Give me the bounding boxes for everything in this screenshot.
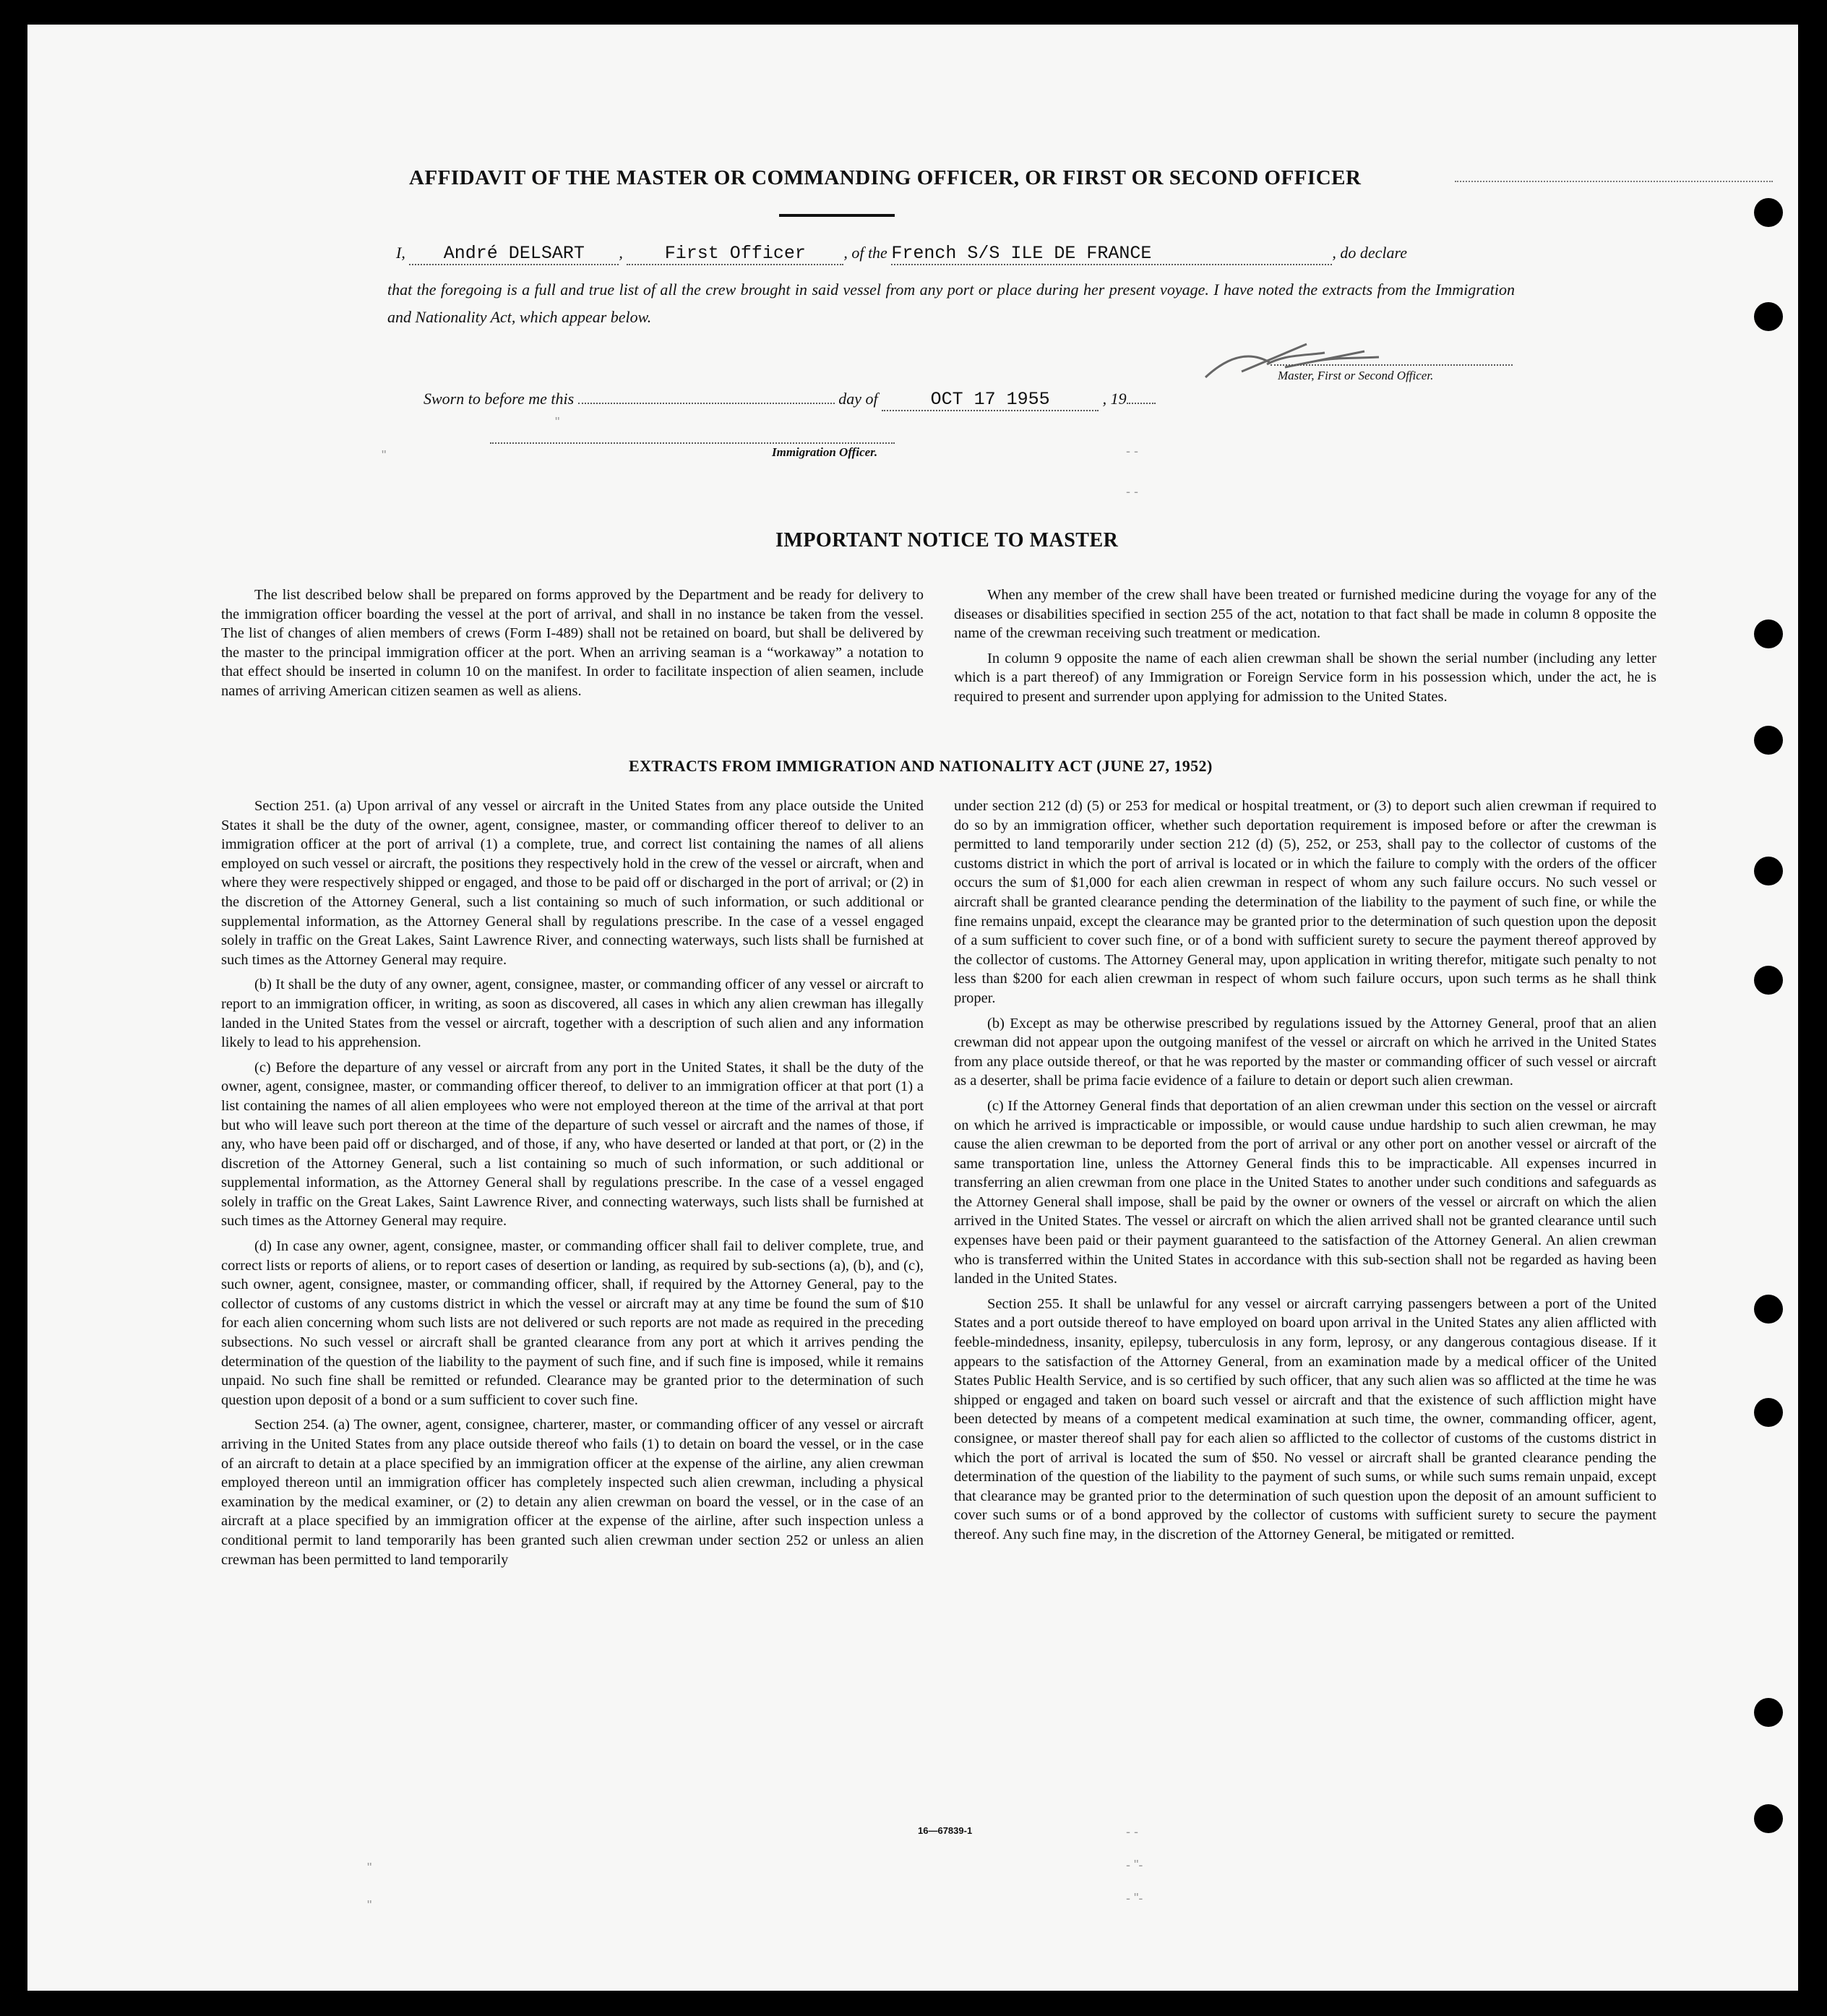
bleed-through-mark: " <box>555 415 560 429</box>
document-page <box>27 25 1798 1991</box>
punch-hole <box>1754 1295 1783 1324</box>
punch-hole <box>1754 1698 1783 1727</box>
punch-hole <box>1754 1398 1783 1427</box>
section-paragraph: (b) It shall be the duty of any owner, agent, consignee, master, or commanding officer of any vessel or aircraft to report to an immigration officer, in writing, as soon as discovered, all cases in which any alien crewman has illegally landed in the United States from the vessel or aircraft, together with a description of such alien and any information likely to lead to his apprehension. <box>221 977 924 1051</box>
title-underline <box>779 214 895 217</box>
bleed-through-mark: - "- <box>1126 1891 1143 1905</box>
extracts-heading: EXTRACTS FROM IMMIGRATION AND NATIONALITY ACT (JUNE 27, 1952) <box>629 757 1213 775</box>
immigration-officer-caption: Immigration Officer. <box>772 445 878 459</box>
extracts-left-column <box>221 797 924 1575</box>
notice-right-column <box>954 586 1656 713</box>
punch-hole <box>1754 1804 1783 1833</box>
bleed-through-mark: " <box>367 1861 372 1875</box>
bleed-through-mark: - - <box>1126 444 1138 458</box>
signature-caption: Master, First or Second Officer. <box>1278 369 1434 382</box>
punch-hole <box>1754 302 1783 331</box>
section-paragraph: Section 251. (a) Upon arrival of any vessel or aircraft in the United States from any place outside the United States it shall be the duty of the owner, agent, consignee, master, or commanding officer thereof to deliver to an immigration officer at the port of arrival (1) a complete, true, and correct list containing the names of all aliens employed on such vessel or aircraft, the positions they respectively hold in the crew of the vessel or aircraft, when and where they were respectively shipped or engaged, and those to be paid off or discharged in the port of arrival; or (2) in the discretion of the Attorney General, such a list containing so much of such information, or such additional or supplemental information, as the Attorney General shall by regulations prescribe. In the case of a vessel engaged solely in traffic on the Great Lakes, Saint Lawrence River, and connecting waterways, such lists shall be furnished at such times as the Attorney General may require. <box>221 798 924 968</box>
day-of-label: day of <box>838 390 878 408</box>
signature-line <box>1271 364 1513 366</box>
sworn-prefix: Sworn to before me this <box>424 390 575 408</box>
notice-paragraph: In column 9 opposite the name of each alien crewman shall be shown the serial number (including any letter which is a part thereof) of any Immigration or Foreign Service form in his possession which, under the act, he is required to present and surrender upon applying for admission to the United States. <box>954 650 1656 705</box>
bleed-through-mark: - - <box>1126 484 1138 499</box>
declarant-position: First Officer <box>627 243 843 265</box>
declaration-prefix: I, <box>396 244 405 262</box>
do-declare-label: do declare <box>1340 244 1407 262</box>
extracts-right-column <box>954 797 1656 1550</box>
bleed-through-mark: - - <box>1126 1824 1138 1839</box>
bleed-through-mark: - "- <box>1126 1858 1143 1872</box>
year-prefix: , 19 <box>1102 390 1127 408</box>
punch-hole <box>1754 966 1783 995</box>
section-paragraph: (c) If the Attorney General finds that deportation of an alien crewman under this section on the vessel or aircraft on which he arrived is impracticable or impossible, or would cause undue hardship to such alien crewman, he may cause the alien crewman to be deported from the port of arrival or any other port on another vessel or aircraft of the same transportation line, unless the Attorney General finds this to be impracticable. All expenses incurred in transferring an alien crewman from one place in the United States to another under such conditions and safeguards as the Attorney General shall impose, shall be paid by the owner or owners of the vessel or aircraft on which the alien arrived in the United States. The vessel or aircraft on which the alien arrived shall not be granted clearance until such expenses have been paid or their payment guaranteed to the satisfaction of the Attorney General. An alien crewman who is transferred within the United States in accordance with this sub-section shall not be regarded as having been landed in the United States. <box>954 1097 1656 1287</box>
notice-paragraph: When any member of the crew shall have been treated or furnished medicine during the voyage for any of the diseases or disabilities specified in section 255 of the act, notation to that fact shall be made in column 8 opposite the name of the crewman receiving such treatment or medication. <box>954 587 1656 642</box>
punch-hole <box>1754 857 1783 885</box>
form-title: AFFIDAVIT OF THE MASTER OR COMMANDING OFFICER, OR FIRST OR SECOND OFFICER <box>409 166 1362 189</box>
punch-hole <box>1754 198 1783 227</box>
section-paragraph: under section 212 (d) (5) or 253 for medical or hospital treatment, or (3) to deport such alien crewman if required to do so by an immigration officer, whether such deportation requirement is imposed before or after the crewman is permitted to land temporarily under section 212 (d) (5), 252, or 253, shall pay to the collector of customs of the customs district in which the port of arrival is located or in which the failure to comply with the orders of the officer occurs the sum of $1,000 for each alien crewman in respect of whom any such failure occurs. No such vessel or aircraft shall be granted clearance pending the determination of the liability to the payment of such fine, or while the fine remains unpaid, except the clearance may be granted prior to the determination of such question upon the deposit of a sum sufficient to cover such fine, or of a bond with sufficient surety to secure the payment thereof approved by the collector of customs. The Attorney General may, upon application in writing therefor, mitigate such penalty to not less than $200 for each alien crewman in respect of whom such failure occurs, upon such terms as he shall think proper. <box>954 798 1656 1006</box>
punch-hole <box>1754 619 1783 648</box>
notice-left-column <box>221 586 924 707</box>
sworn-line <box>424 389 1156 411</box>
section-paragraph: (d) In case any owner, agent, consignee, master, or commanding officer shall fail to deliver complete, true, and correct lists or reports of aliens, or to report cases of desertion or landing, as required by sub-sections (a), (b), and (c), such owner, agent, consignee, master, or commanding officer, shall, if required by the Attorney General, pay to the collector of customs of any customs district in which the vessel or aircraft may at any time be found the sum of $10 for each alien concerning whom such lists are not delivered or such reports are not made as required in the preceding subsections. No such vessel or aircraft shall be granted clearance from any port at which it arrives pending the determination of the question of the liability to the payment of such fine, and if such fine is imposed, while it remains unpaid. No such fine shall be remitted or refunded. Clearance may be granted prior to the determination of such question upon deposit of a bond or a sum sufficient to cover such fine. <box>221 1238 924 1408</box>
sworn-date-stamp: OCT 17 1955 <box>882 389 1099 411</box>
notice-paragraph: The list described below shall be prepared on forms approved by the Department and be ready for delivery to the immigration officer boarding the vessel at the port of arrival, and shall in no instance be taken from the vessel. The list of changes of alien members of crews (Form I-489) shall not be retained on board, but shall be delivered by the master to the principal immigration officer at the port. When an arriving seaman is a “workaway” a notation to that effect should be inserted in column 10 on the manifest. In order to facilitate inspection of alien seamen, include names of arriving American citizen seamen as well as aliens. <box>221 587 924 699</box>
vessel-name: French S/S ILE DE FRANCE <box>891 243 1332 265</box>
declaration-line: I, André DELSART , First Officer , of the French S/S ILE DE FRANCE , do declare <box>396 243 1407 264</box>
immigration-officer-line <box>490 442 895 444</box>
declarant-name: André DELSART <box>409 243 619 265</box>
punch-hole <box>1754 726 1783 755</box>
declaration-body: that the foregoing is a full and true list of all the crew brought in said vessel from any port or place during her present voyage. I have noted the extracts from the Immigration and Nationality Act, which appear below. <box>387 280 1515 326</box>
section-paragraph: (b) Except as may be otherwise prescribed by regulations issued by the Attorney General, proof that an alien crewman did not appear upon the outgoing manifest of the vessel or aircraft on which he arrived in the United States from any place outside thereof, or that he was reported by the master or commanding officer of such vessel or aircraft as a deserter, shall be prima facie evidence of a failure to detain or deport such alien crewman. <box>954 1015 1656 1089</box>
form-number: 16—67839-1 <box>918 1825 973 1836</box>
bleed-through-mark: " <box>382 448 387 463</box>
section-paragraph: Section 255. It shall be unlawful for any vessel or aircraft carrying passengers between a port of the United States and a port outside thereof to have employed on board upon arrival in the United States any alien afflicted with feeble-mindedness, insanity, epilepsy, tuberculosis in any form, leprosy, or any dangerous contagious disease. If it appears to the satisfaction of the Attorney General, from an examination made by a medical officer of the United States Public Health Service, and is so certified by such officer, that any such alien was so afflicted at the time he was shipped or engaged and taken on board such vessel or aircraft and that the existence of such affliction might have been detected by means of a competent medical examination at such time, the owner, commanding officer, agent, consignee, or master thereof shall pay for each alien so afflicted to the collector of customs of the customs district in which the port of arrival is located the sum of $50. No vessel or aircraft shall be granted clearance pending the determination of the question of the liability to the payment of such sums, or while such sums remain unpaid, except that clearance may be granted prior to the determination of such question upon the deposit of an amount sufficient to cover such sums or of a bond approved by the collector of customs with sufficient surety to secure the payment thereof. Any such fine may, in the discretion of the Attorney General, be mitigated or remitted. <box>954 1295 1656 1543</box>
of-the-label: of the <box>851 244 887 262</box>
title-trailing-dots <box>1455 181 1773 182</box>
bleed-through-mark: " <box>367 1898 372 1913</box>
section-paragraph: (c) Before the departure of any vessel or aircraft from any port in the United States, it shall be the duty of the owner, agent, consignee, master, or commanding officer thereof, to deliver to an immigration officer at that port (1) a list containing the names of all alien employees who were not employed thereon at the time of the arrival at that port but who will leave such port thereon at the time of the departure of such vessel or aircraft and the names of those, if any, who have been paid off or discharged, and of those, if any, who have deserted or landed at that port, or (2) in the discretion of the Attorney General, such a list containing so much of such information, or such additional or supplemental information, as the Attorney General shall by regulations prescribe. In the case of a vessel engaged solely in traffic on the Great Lakes, Saint Lawrence River, and connecting waterways, such lists shall be furnished at such times as the Attorney General may require. <box>221 1059 924 1230</box>
notice-heading: IMPORTANT NOTICE TO MASTER <box>775 529 1119 552</box>
section-paragraph: Section 254. (a) The owner, agent, consignee, charterer, master, or commanding officer of any vessel or aircraft arriving in the United States from any place outside thereof who fails (1) to detain on board the vessel, or in the case of an aircraft to detain at a place specified by an immigration officer at the expense of the airline, any alien crewman employed thereon until an immigration officer has completely inspected such alien crewman, including a physical examination by the medical examiner, or (2) to detain any alien crewman on board the vessel, or in the case of an aircraft at a place specified by an immigration officer at the expense of the airline, after such inspection unless a conditional permit to land temporarily has been granted such alien crewman under section 252 or unless an alien crewman has been permitted to land temporarily <box>221 1417 924 1568</box>
